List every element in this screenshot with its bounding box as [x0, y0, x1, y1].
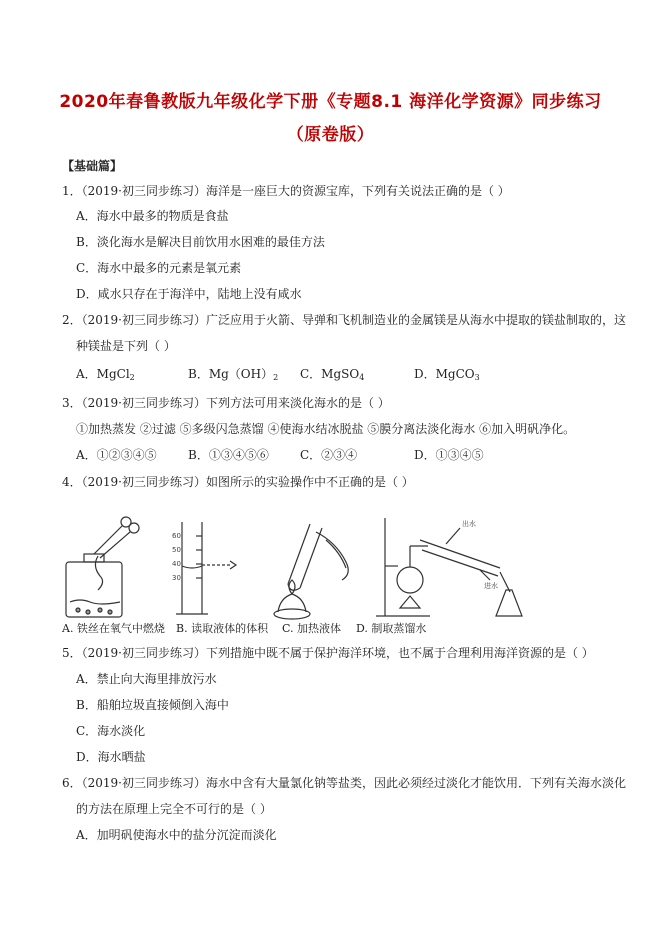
q2-option-d: D．MgCO$_3$	[414, 367, 480, 382]
section-heading: 【基础篇】	[62, 159, 123, 173]
q5-option-a: A．禁止向大海里排放污水	[76, 672, 217, 686]
q2-option-a: A．MgCl$_2$	[76, 367, 135, 382]
q5-option-b: B．船舶垃圾直接倾倒入海中	[76, 698, 229, 712]
q1-option-b: B．淡化海水是解决目前饮用水困难的最佳方法	[76, 235, 325, 249]
q4-stem: 4．（2019·初三同步练习）如图所示的实验操作中不正确的是（ ）	[62, 475, 414, 489]
graduated-cylinder-icon	[176, 522, 236, 614]
q4-caption-c: C. 加热液体	[282, 622, 342, 635]
q5-option-d: D．海水晒盐	[76, 750, 146, 764]
cylinder-mark-40: 40	[172, 560, 181, 568]
q4-caption-d: D. 制取蒸馏水	[356, 622, 427, 635]
iron-wire-bottle-icon	[66, 517, 139, 617]
q3-option-a: A．①②③④⑤	[76, 448, 157, 462]
cylinder-mark-60: 60	[172, 532, 181, 540]
q3-option-c: C．②③④	[300, 448, 358, 462]
distillation-apparatus-icon	[376, 518, 522, 616]
q2-option-b: B．$Mg(OH)_2$	[188, 367, 279, 382]
q1-stem: 1．（2019·初三同步练习）海洋是一座巨大的资源宝库，下列有关说法正确的是（ ）	[62, 184, 510, 198]
doc-title-line1: 2020年春鲁教版九年级化学下册《专题8.1 海洋化学资源》同步练习	[59, 92, 602, 112]
q2-stem-line1: 2．（2019·初三同步练习）广泛应用于火箭、导弹和飞机制造业的金属镁是从海水中提取的镁盐制取的，这	[62, 313, 626, 327]
cylinder-mark-50: 50	[172, 546, 181, 554]
q6-option-a: A．加明矾使海水中的盐分沉淀而淡化	[76, 828, 277, 842]
cylinder-mark-30: 30	[172, 574, 181, 582]
doc-title-line2: （原卷版）	[286, 125, 375, 145]
q3-stem: 3．（2019·初三同步练习）下列方法可用来淡化海水的是（ ）	[62, 396, 390, 410]
lab-apparatus-illustration	[60, 510, 530, 622]
q1-option-a: A．海水中最多的物质是食盐	[76, 209, 229, 223]
test-tube-heating-icon	[274, 524, 348, 619]
q4-caption-b: B. 读取液体的体积	[176, 622, 269, 635]
q2-option-c: C．MgSO$_4$	[300, 367, 365, 382]
q5-stem: 5．（2019·初三同步练习）下列措施中既不属于保护海洋环境，也不属于合理利用海洋资源的是（ ）	[62, 646, 594, 660]
q6-stem-line1: 6．（2019·初三同步练习）海水中含有大量氯化钠等盐类，因此必须经过淡化才能饮用．下列有关海水淡化	[62, 776, 626, 790]
q4-caption-a: A. 铁丝在氧气中燃烧	[62, 622, 165, 635]
q4-figure	[60, 510, 530, 622]
water-in-label: 进水	[484, 582, 498, 590]
q1-option-d: D．咸水只存在于海洋中，陆地上没有咸水	[76, 287, 302, 301]
q6-stem-line2: 的方法在原理上完全不可行的是（ ）	[76, 802, 272, 816]
q5-option-c: C．海水淡化	[76, 724, 146, 738]
q1-option-c: C．海水中最多的元素是氧元素	[76, 261, 242, 275]
water-out-label: 出水	[462, 520, 476, 528]
q3-methods: ①加热蒸发 ②过滤 ⑤多级闪急蒸馏 ④使海水结冰脱盐 ⑤膜分离法淡化海水 ⑥加入明矾净化。	[76, 422, 576, 436]
q3-option-d: D．①③④⑤	[414, 448, 484, 462]
q3-option-b: B．①③④⑤⑥	[188, 448, 269, 462]
q2-stem-line2: 种镁盐是下列（ ）	[76, 339, 176, 353]
